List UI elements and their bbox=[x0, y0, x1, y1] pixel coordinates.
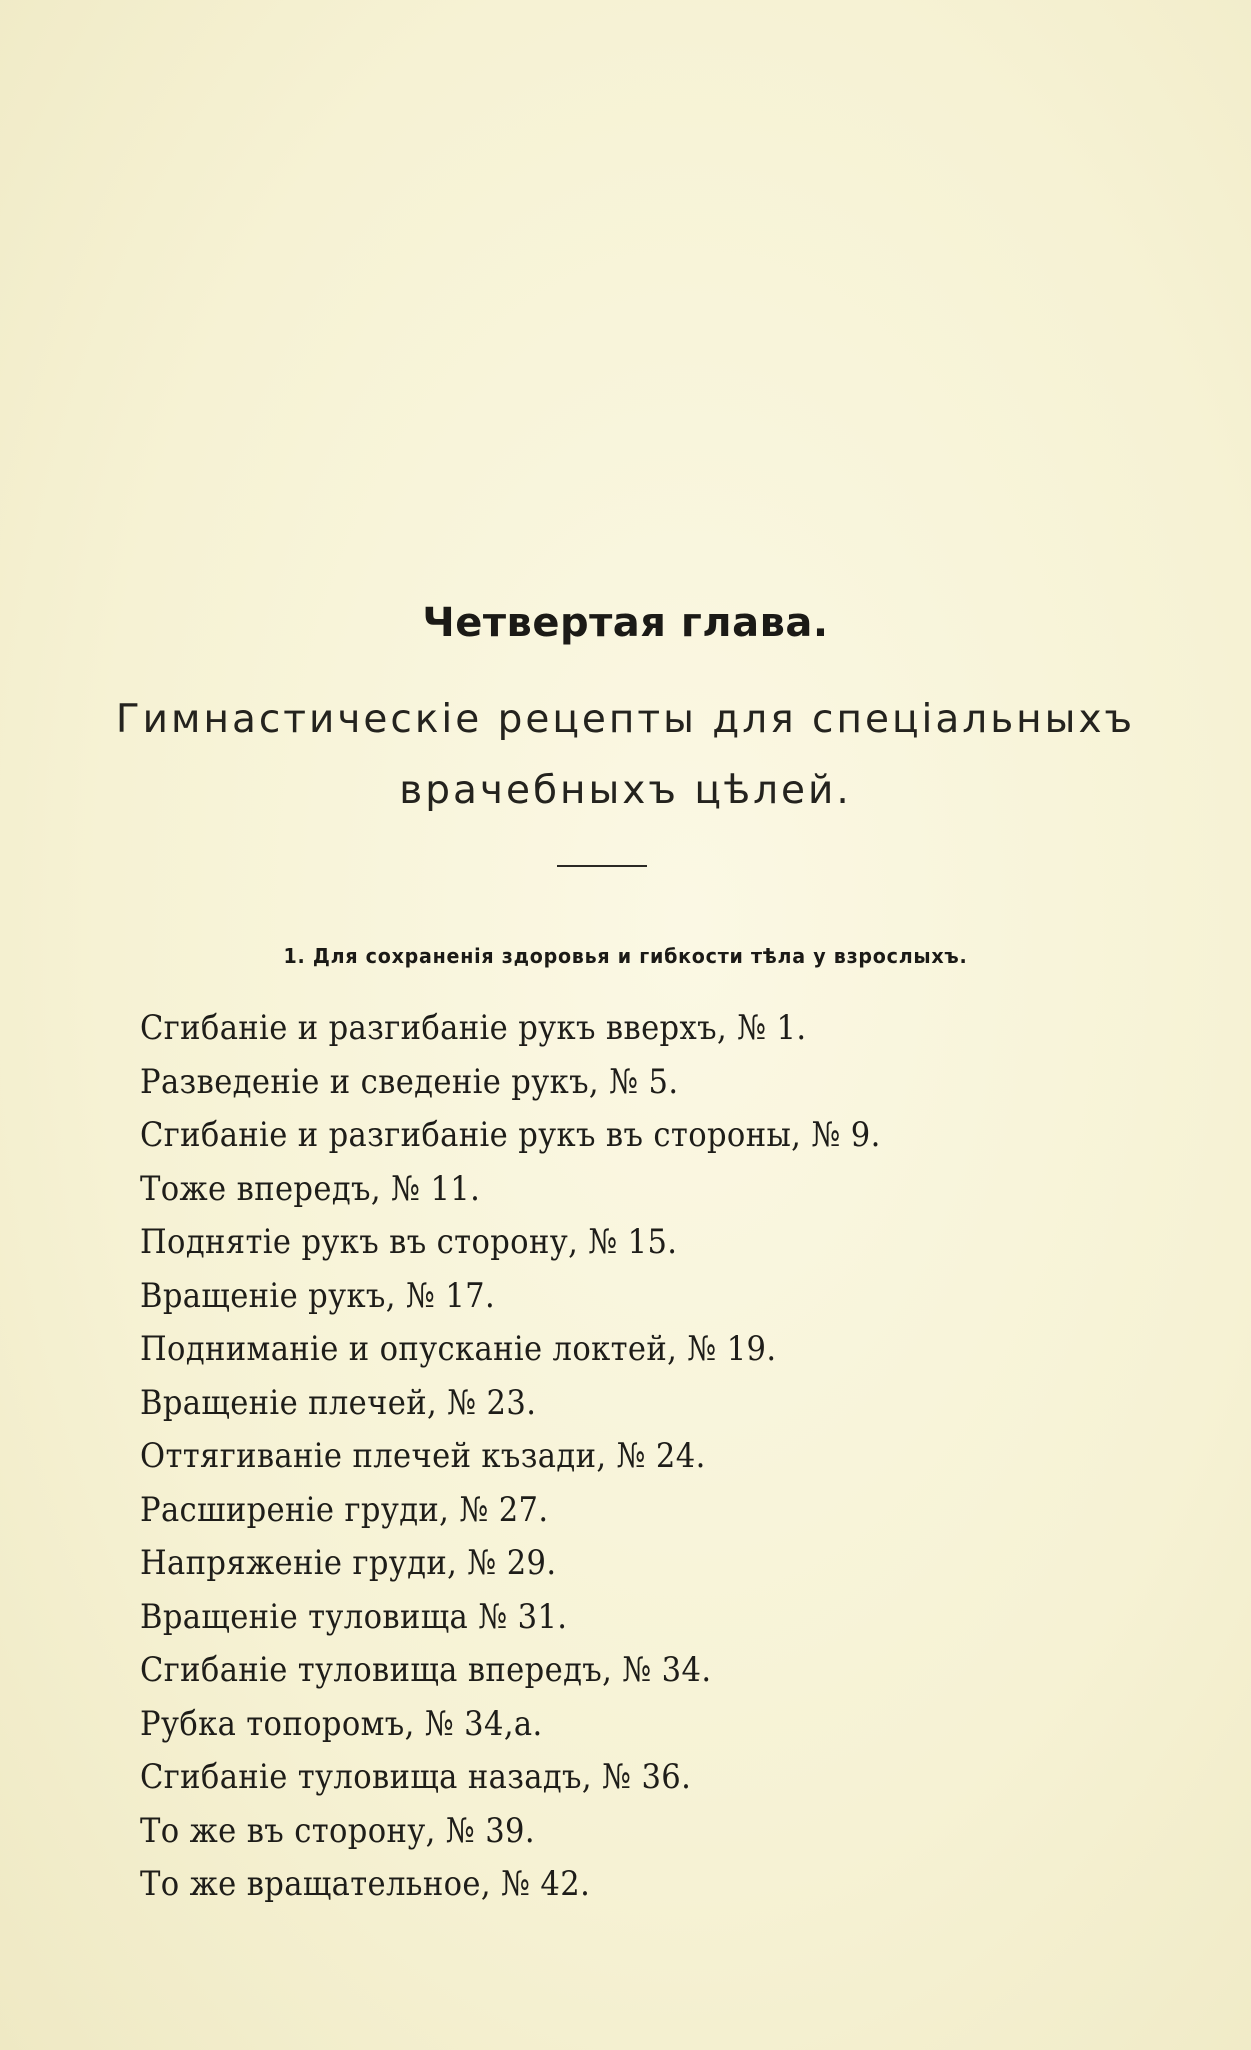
exercise-entry: Подниманіе и опусканіе локтей, № 19. bbox=[140, 1329, 777, 1369]
chapter-title: Четвертая глава. bbox=[422, 600, 829, 646]
exercise-list bbox=[140, 1002, 963, 1912]
exercise-entry: Вращеніе плечей, № 23. bbox=[140, 1382, 537, 1423]
chapter-subtitle-line-2: врачебныхъ цѣлей. bbox=[399, 768, 852, 813]
exercise-entry: Оттягиваніе плечей къзади, № 24. bbox=[140, 1436, 706, 1476]
exercise-entry: Вращеніе туловища № 31. bbox=[140, 1596, 568, 1637]
exercise-entry: Напряженіе груди, № 29. bbox=[140, 1543, 557, 1583]
exercise-entry: Расширеніе груди, № 27. bbox=[140, 1489, 549, 1530]
exercise-entry: Разведеніе и сведеніе рукъ, № 5. bbox=[140, 1061, 679, 1102]
exercise-entry: То же въ сторону, № 39. bbox=[140, 1810, 535, 1851]
exercise-entry: Сгибаніе и разгибаніе рукъ вверхъ, № 1. bbox=[140, 1008, 807, 1048]
exercise-entry: Тоже впередъ, № 11. bbox=[140, 1168, 481, 1209]
divider-rule bbox=[557, 865, 647, 867]
exercise-entry: Рубка топоромъ, № 34,а. bbox=[140, 1703, 543, 1744]
exercise-entry: Сгибаніе туловища впередъ, № 34. bbox=[140, 1650, 712, 1690]
exercise-entry: Вращеніе рукъ, № 17. bbox=[140, 1275, 496, 1316]
exercise-entry: Сгибаніе и разгибаніе рукъ въ стороны, № 9. bbox=[140, 1115, 881, 1155]
exercise-entry: Сгибаніе туловища назадъ, № 36. bbox=[140, 1757, 692, 1797]
chapter-subtitle-line-1: Гимнастическіе рецепты для спеціальныхъ bbox=[115, 697, 1136, 742]
section-heading: 1. Для сохраненія здоровья и гибкости тѣла у взрослыхъ. bbox=[283, 944, 968, 968]
exercise-entry: То же вращательное, № 42. bbox=[140, 1864, 591, 1904]
exercise-entry: Поднятіе рукъ въ сторону, № 15. bbox=[140, 1222, 678, 1262]
